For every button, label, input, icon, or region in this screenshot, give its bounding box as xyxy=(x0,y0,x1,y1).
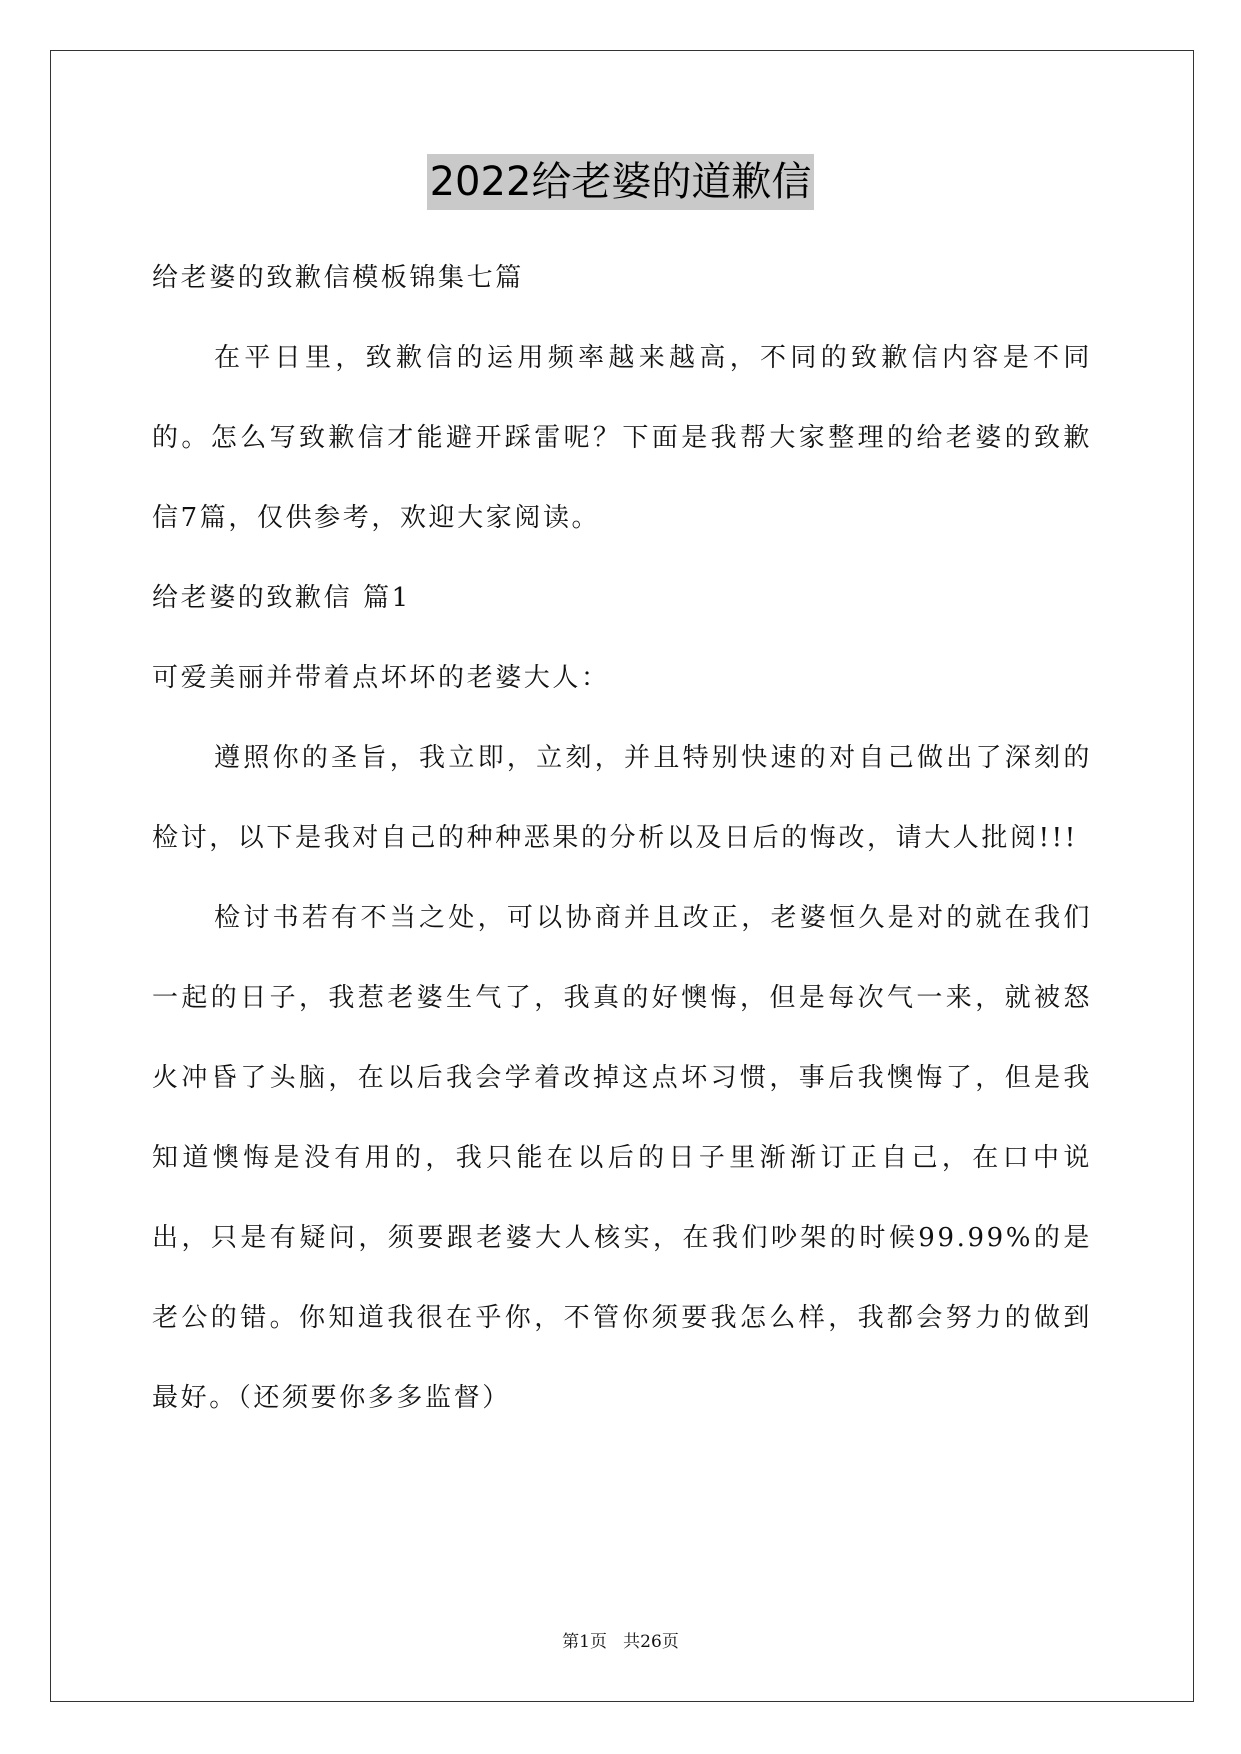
subtitle-line: 给老婆的致歉信模板锦集七篇 xyxy=(152,263,524,293)
title-container xyxy=(0,154,1241,210)
body-paragraph: 遵照你的圣旨，我立即，立刻，并且特别快速的对自己做出了深刻的检讨，以下是我对自己的种种恶果的分析以及日后的悔改，请大人批阅!!! xyxy=(152,743,1092,853)
salutation-line: 可爱美丽并带着点坏坏的老婆大人： xyxy=(152,663,610,693)
body-paragraph: 检讨书若有不当之处，可以协商并且改正，老婆恒久是对的就在我们一起的日子，我惹老婆生气了，我真的好懊悔，但是每次气一来，就被怒火冲昏了头脑，在以后我会学着改掉这点坏习惯，事后我懊悔了，但是我知道懊悔是没有用的，我只能在以后的日子里渐渐订正自己，在口中说出，只是有疑问，须要跟老婆大人核实，在我们吵架的时候99.99%的是老公的错。你知道我很在乎你，不管你须要我怎么样，我都会努力的做到最好。（还须要你多多监督） xyxy=(152,903,1092,1413)
document-title: 2022给老婆的道歉信 xyxy=(427,154,815,210)
page-footer: 第1页 共26页 xyxy=(562,1632,679,1652)
document-body xyxy=(152,238,1092,1438)
intro-paragraph: 在平日里，致歉信的运用频率越来越高，不同的致歉信内容是不同的。怎么写致歉信才能避开踩雷呢？下面是我帮大家整理的给老婆的致歉信7篇，仅供参考，欢迎大家阅读。 xyxy=(152,343,1092,533)
section-heading: 给老婆的致歉信 篇1 xyxy=(152,583,411,613)
